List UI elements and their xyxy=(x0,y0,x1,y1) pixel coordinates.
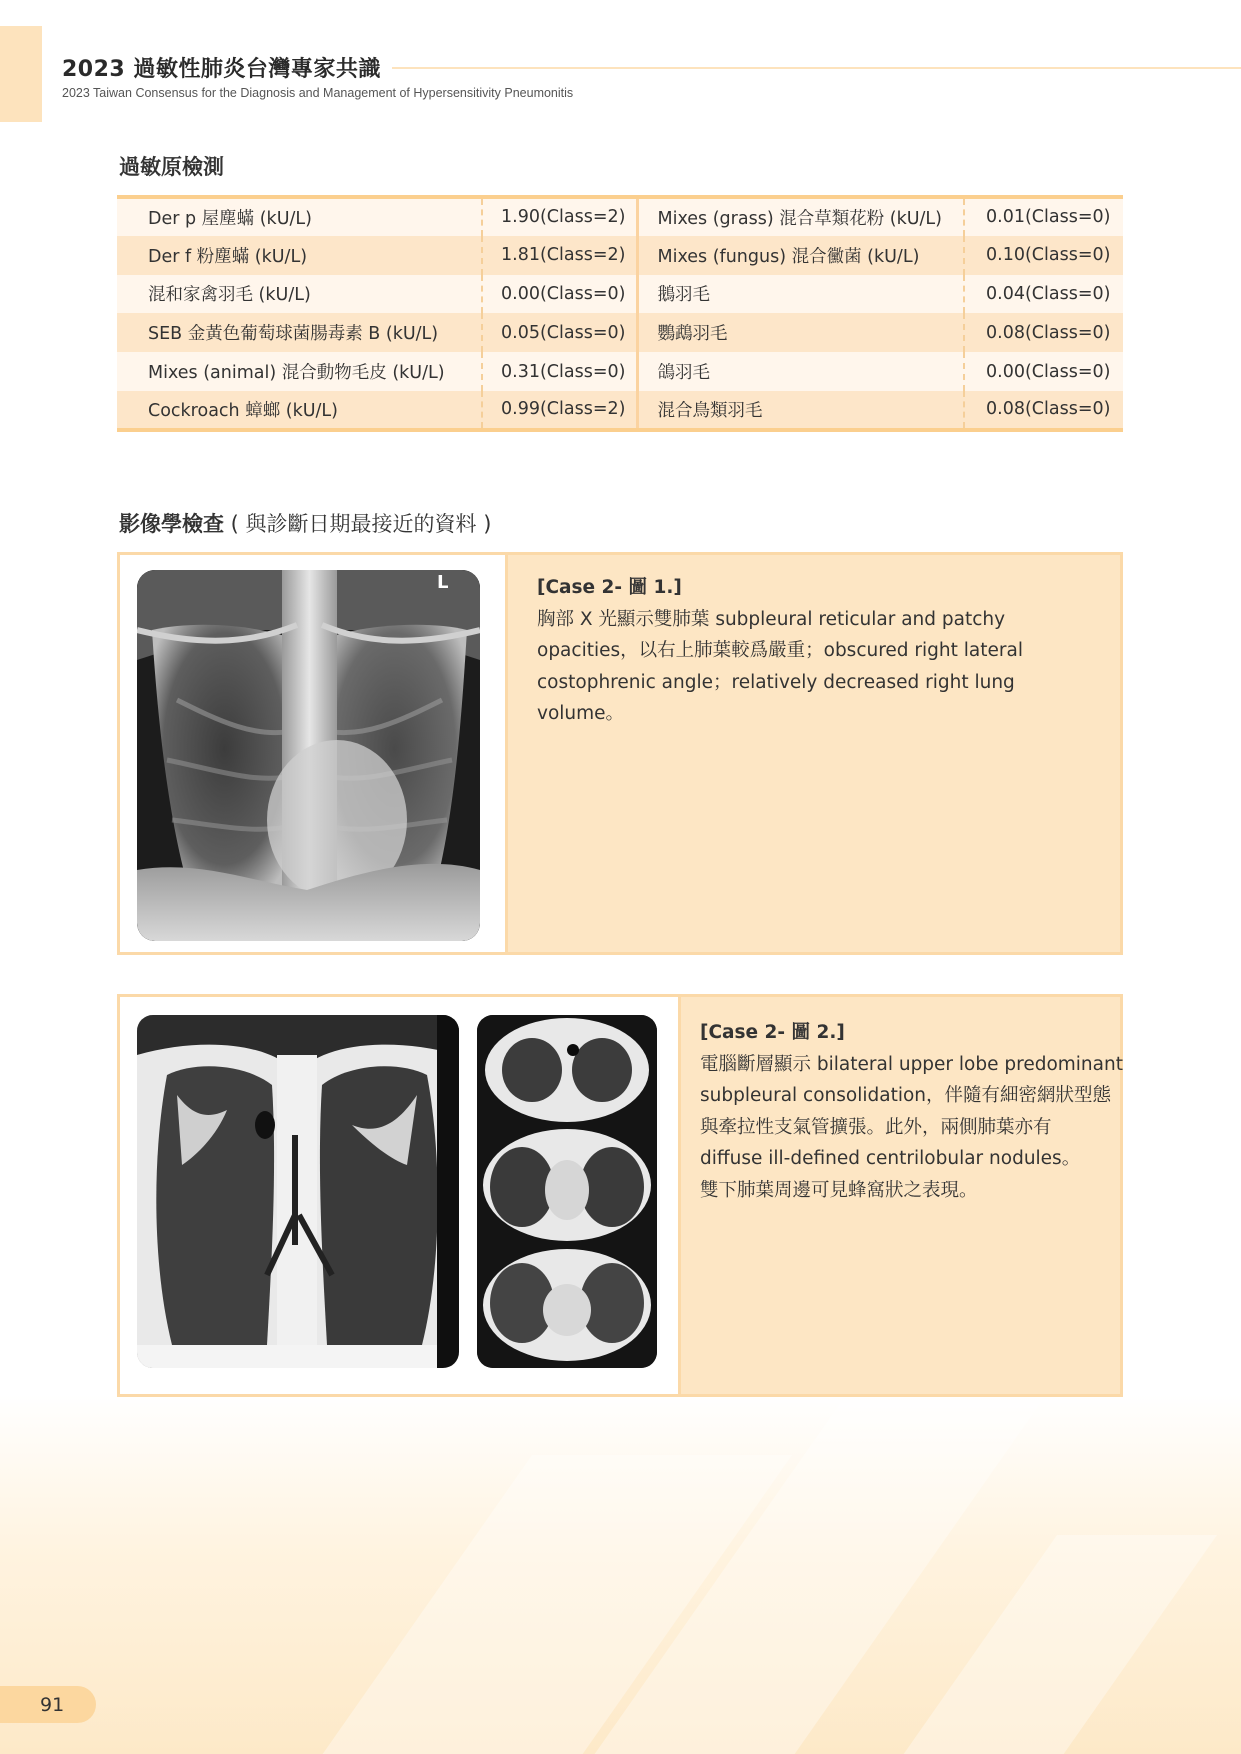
allergen-value: 0.04(Class=0) xyxy=(964,275,1123,314)
header-divider xyxy=(392,67,1241,69)
allergen-name: Mixes (grass) 混合草類花粉 (kU/L) xyxy=(637,197,964,236)
chest-xray-image xyxy=(137,570,480,941)
figure1-caption-title: [Case 2- 圖 1.] xyxy=(537,577,682,598)
figure2-caption-title: [Case 2- 圖 2.] xyxy=(700,1022,845,1043)
allergen-value: 1.90(Class=2) xyxy=(482,197,637,236)
allergen-name: 鵝羽毛 xyxy=(637,275,964,314)
allergen-value: 1.81(Class=2) xyxy=(482,236,637,275)
figure1-image-cell xyxy=(120,555,508,952)
allergen-row xyxy=(117,391,1123,430)
page-number: 91 xyxy=(40,1694,65,1716)
allergen-name: 混合鳥類羽毛 xyxy=(637,391,964,430)
figure2-caption-line: 與牽拉性支氣管擴張。此外，兩側肺葉亦有 xyxy=(700,1116,1052,1138)
allergen-name: 鸚鵡羽毛 xyxy=(637,313,964,352)
figure1-panel xyxy=(117,552,1123,955)
allergen-name: Der p 屋塵蟎 (kU/L) xyxy=(117,197,482,236)
figure1-caption-line: costophrenic angle；relatively decreased right lung xyxy=(537,671,1015,693)
allergen-value: 0.00(Class=0) xyxy=(482,275,637,314)
figure2-caption-line: 雙下肺葉周邊可見蜂窩狀之表現。 xyxy=(700,1179,978,1201)
xray-marker-label: L xyxy=(437,572,449,593)
ct-coronal-image xyxy=(137,1015,459,1368)
allergen-value: 0.08(Class=0) xyxy=(964,391,1123,430)
side-tab-decoration xyxy=(0,26,42,122)
allergen-value: 0.05(Class=0) xyxy=(482,313,637,352)
imaging-title-main: 影像學檢查 xyxy=(119,512,224,536)
figure1-caption-line: opacities，以右上肺葉較爲嚴重；obscured right lateral xyxy=(537,640,1023,661)
allergen-row xyxy=(117,313,1123,352)
figure2-caption-line: 電腦斷層顯示 bilateral upper lobe predominant xyxy=(700,1053,1123,1075)
figure1-caption xyxy=(537,572,1097,730)
allergen-row xyxy=(117,197,1123,236)
allergen-name: Cockroach 蟑螂 (kU/L) xyxy=(117,391,482,430)
imaging-section-title xyxy=(119,508,491,538)
allergen-value: 0.31(Class=0) xyxy=(482,352,637,391)
allergen-value: 0.01(Class=0) xyxy=(964,197,1123,236)
page-background-gradient xyxy=(0,1395,1241,1754)
allergen-name: Mixes (fungus) 混合黴菌 (kU/L) xyxy=(637,236,964,275)
figure2-caption xyxy=(700,1017,1123,1206)
figure2-panel xyxy=(117,994,1123,1397)
allergen-row xyxy=(117,352,1123,391)
allergen-name: Der f 粉塵蟎 (kU/L) xyxy=(117,236,482,275)
allergen-name: 混和家禽羽毛 (kU/L) xyxy=(117,275,482,314)
allergen-value: 0.10(Class=0) xyxy=(964,236,1123,275)
figure2-image-cell xyxy=(120,997,681,1394)
ct-axial-images xyxy=(477,1015,657,1368)
allergen-section-title: 過敏原檢測 xyxy=(119,155,224,179)
header-title: 2023 過敏性肺炎台灣專家共識 xyxy=(62,57,381,82)
allergen-name: SEB 金黃色葡萄球菌腸毒素 B (kU/L) xyxy=(117,313,482,352)
allergen-value: 0.08(Class=0) xyxy=(964,313,1123,352)
allergen-row xyxy=(117,275,1123,314)
figure2-caption-line: subpleural consolidation，伴隨有細密網狀型態 xyxy=(700,1085,1112,1106)
allergen-row xyxy=(117,236,1123,275)
figure2-caption-line: diffuse ill-defined centrilobular nodules。 xyxy=(700,1148,1081,1169)
allergen-value: 0.00(Class=0) xyxy=(964,352,1123,391)
allergen-value: 0.99(Class=2) xyxy=(482,391,637,430)
allergen-name: 鴿羽毛 xyxy=(637,352,964,391)
imaging-title-note: ( 與診斷日期最接近的資料 ) xyxy=(224,512,492,536)
allergen-name: Mixes (animal) 混合動物毛皮 (kU/L) xyxy=(117,352,482,391)
figure1-caption-line: volume。 xyxy=(537,703,625,724)
header-subtitle: 2023 Taiwan Consensus for the Diagnosis and Management of Hypersensitivity Pneumonitis xyxy=(62,86,574,100)
allergen-table xyxy=(117,195,1123,432)
figure1-caption-line: 胸部 X 光顯示雙肺葉 subpleural reticular and patchy xyxy=(537,608,1006,630)
page-number-badge xyxy=(0,1686,96,1723)
